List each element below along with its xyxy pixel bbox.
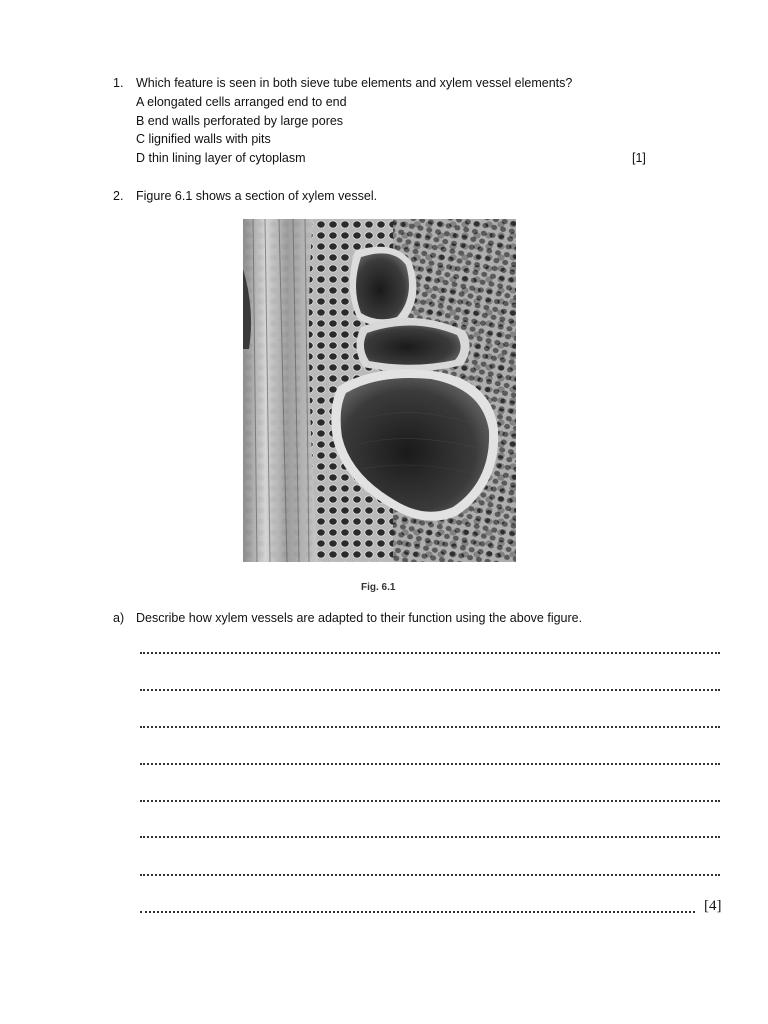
q2a-text: Describe how xylem vessels are adapted to their function using the above figure. bbox=[136, 611, 583, 625]
q1-stem: Which feature is seen in both sieve tube elements and xylem vessel elements? bbox=[136, 76, 573, 90]
q2-stem: Figure 6.1 shows a section of xylem vessel. bbox=[136, 189, 378, 203]
q1-option-b: B end walls perforated by large pores bbox=[136, 114, 344, 128]
xylem-micrograph bbox=[243, 219, 516, 562]
q2a-label: a) bbox=[113, 611, 125, 625]
q1-option-a: A elongated cells arranged end to end bbox=[136, 95, 347, 109]
q1-option-c: C lignified walls with pits bbox=[136, 132, 271, 146]
answer-line[interactable] bbox=[140, 800, 720, 802]
answer-line[interactable] bbox=[140, 652, 720, 654]
answer-line[interactable] bbox=[140, 689, 720, 691]
q2a-marks: [4] bbox=[704, 898, 722, 914]
q1-option-d: D thin lining layer of cytoplasm bbox=[136, 151, 306, 165]
answer-line[interactable] bbox=[140, 763, 720, 765]
figure-caption: Fig. 6.1 bbox=[361, 582, 396, 593]
answer-line[interactable] bbox=[140, 726, 720, 728]
q1-marks: [1] bbox=[632, 151, 646, 165]
answer-line[interactable] bbox=[140, 874, 720, 876]
answer-line[interactable] bbox=[140, 836, 720, 838]
q2-number: 2. bbox=[113, 189, 124, 203]
answer-line[interactable] bbox=[140, 911, 695, 913]
q1-number: 1. bbox=[113, 76, 124, 90]
